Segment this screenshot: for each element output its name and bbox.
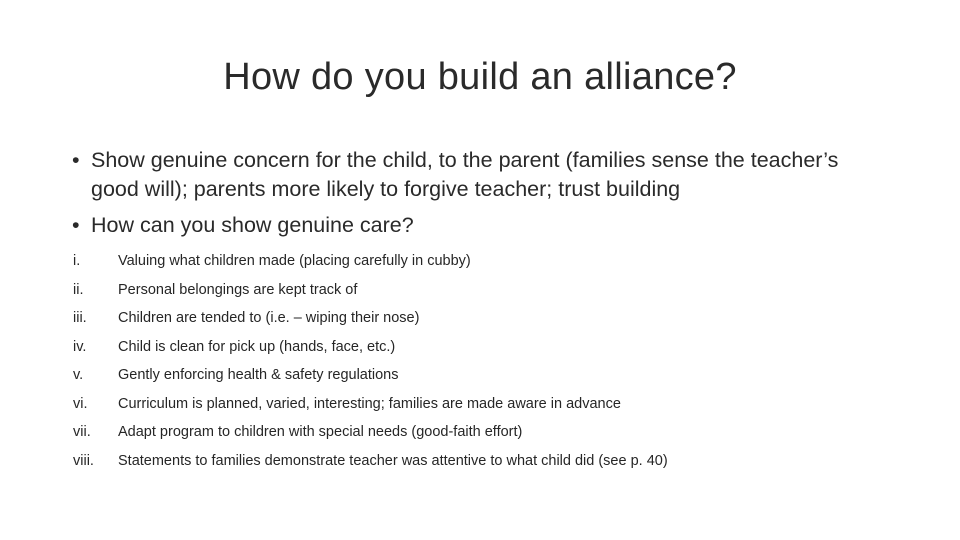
list-item bbox=[73, 250, 893, 279]
list-item-text: Valuing what children made (placing carefully in cubby) bbox=[118, 253, 471, 269]
list-item bbox=[73, 364, 893, 393]
list-item-number: vi. bbox=[73, 395, 88, 412]
list-item bbox=[73, 279, 893, 308]
bullet-text: How can you show genuine care? bbox=[91, 213, 414, 237]
list-item bbox=[73, 421, 893, 450]
list-item-number: viii. bbox=[73, 452, 94, 469]
list-item bbox=[73, 393, 893, 422]
list-item-text: Child is clean for pick up (hands, face, etc.) bbox=[118, 338, 396, 355]
numbered-list bbox=[73, 250, 893, 478]
bullet-item bbox=[72, 211, 892, 240]
list-item-number: i. bbox=[73, 253, 81, 269]
bullet-item bbox=[72, 146, 892, 204]
list-item bbox=[73, 307, 893, 336]
list-item-text: Curriculum is planned, varied, interesting; families are made aware in advance bbox=[118, 395, 621, 412]
bullet-text: Show genuine concern for the child, to the parent (families sense the teacher’s good will); parents more likely to forgive teacher; trust building bbox=[91, 148, 839, 201]
bullet-list bbox=[72, 146, 892, 247]
list-item bbox=[73, 450, 893, 479]
list-item-number: ii. bbox=[73, 281, 84, 298]
list-item-text: Statements to families demonstrate teacher was attentive to what child did (see p. 40) bbox=[118, 452, 668, 469]
list-item-number: v. bbox=[73, 367, 84, 383]
list-item-text: Children are tended to (i.e. – wiping their nose) bbox=[118, 310, 420, 326]
list-item-number: iv. bbox=[73, 338, 87, 355]
list-item-number: vii. bbox=[73, 424, 91, 440]
list-item bbox=[73, 336, 893, 365]
bullet-marker: • bbox=[72, 148, 80, 172]
list-item-text: Adapt program to children with special needs (good-faith effort) bbox=[118, 424, 523, 440]
bullet-marker: • bbox=[72, 213, 80, 237]
list-item-text: Gently enforcing health & safety regulations bbox=[118, 367, 399, 383]
list-item-text: Personal belongings are kept track of bbox=[118, 281, 358, 298]
list-item-number: iii. bbox=[73, 310, 87, 326]
slide-title: How do you build an alliance? bbox=[223, 56, 737, 98]
